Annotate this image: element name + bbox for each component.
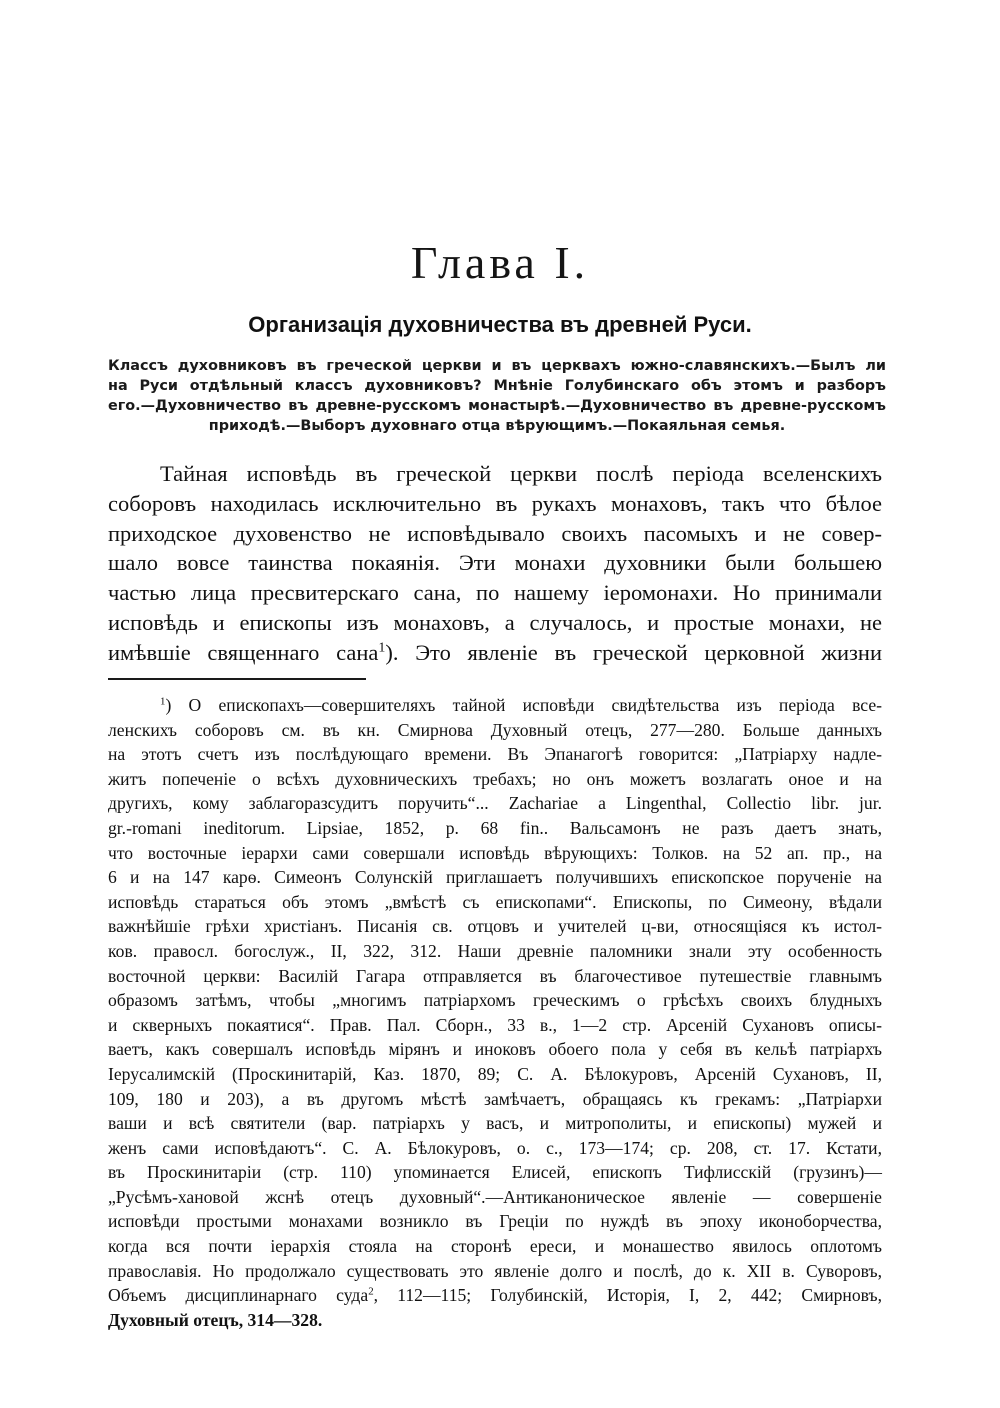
footnote-text-fragment: Объемъ дисциплинарнаго суда <box>108 1285 369 1306</box>
summary-line: его.—Духовничество въ древне-русскомъ монастырѣ.—Духовничество въ древне-русскомъ <box>108 398 886 414</box>
footnote-line: что восточные іерархи сами совершали исповѣдь вѣрующихъ: Толков. на 52 ап. пр., на <box>108 842 882 863</box>
summary-line: Классъ духовниковъ въ греческой церкви и въ церквахъ южно-славянскихъ.—Былъ ли <box>108 358 886 374</box>
chapter-heading: Организація духовничества въ древней Руси. <box>248 312 752 337</box>
body-line: частью лица пресвитерскаго сана, по нашему іеромонахи. Но принимали <box>108 580 882 606</box>
chapter-title: Глава I. <box>410 237 590 288</box>
body-line: Тайная исповѣдь въ греческой церкви послѣ періода вселенскихъ <box>160 461 882 486</box>
summary-line: на Руси отдѣльный классъ духовниковъ? Мнѣніе Голубинскаго объ этомъ и разборъ <box>108 378 886 394</box>
footnote-text-fragment: ) О епископахъ—совершителяхъ тайной исповѣди свидѣтельства изъ періода все- <box>165 695 882 715</box>
footnote-line: когда вся почти іерархія стояла на сторонѣ ереси, и монашество явилось оплотомъ <box>108 1236 882 1257</box>
body-line: шало вовсе таинства покаянія. Эти монахи духовники были большею <box>108 550 882 576</box>
footnote-line: въ Проскинитаріи (стр. 110) упоминается Елисей, епископъ Тифлисскій (грузинъ)— <box>108 1162 882 1183</box>
footnote-line: Духовный отецъ, 314—328. <box>108 1309 323 1330</box>
footnote-text-fragment: , 112—115; Голубинскій, Исторія, I, 2, 442; Смирновъ, <box>373 1285 882 1306</box>
edition-superscript: 2 <box>368 1285 374 1298</box>
footnote-line: исповѣдь стараться объ этомъ „вмѣстѣ съ епископами“. Епископы, по Симеону, вѣдали <box>108 891 882 912</box>
footnote-line: и скверныхъ покаятися“. Прав. Пал. Сборн., 33 в., 1—2 стр. Арсеній Сухановъ описы- <box>108 1014 882 1035</box>
body-line <box>108 638 882 668</box>
body-line: соборовъ находилась исключительно въ рукахъ монаховъ, такъ что бѣлое <box>108 490 882 516</box>
footnote-line: 6 и на 147 карѳ. Симеонъ Солунскій приглашаетъ получившихъ епископское порученіе на <box>108 867 882 888</box>
footnote-line: gr.-romani ineditorum. Lipsiae, 1852, p. 68 fin.. Вальсамонъ не разъ даетъ знать, <box>108 817 882 838</box>
footnote-line <box>108 693 882 718</box>
footnote-line: ваши и всѣ святители (вар. патріархъ у васъ, и митрополиты, и епископы) мужей и <box>108 1113 882 1134</box>
footnote-line: другихъ, кому заблагоразсудитъ поручить“... Zachariae a Lingenthal, Collectio libr. jur. <box>108 793 882 814</box>
body-text-fragment: ). Это явленіе въ греческой церковной жизни <box>385 639 882 665</box>
footnote-divider <box>108 678 366 680</box>
body-paragraph <box>108 459 882 668</box>
body-line: исповѣдь и епископы изъ монаховъ, а случалось, и простые монахи, не <box>108 609 882 635</box>
body-line: приходское духовенство не исповѣдывало своихъ пасомыхъ и не совер- <box>108 520 882 546</box>
footnote-reference: 1 <box>378 640 386 656</box>
footnote-line: ленскихъ соборовъ см. въ кн. Смирнова Духовный отецъ, 277—280. Больше данныхъ <box>108 719 882 740</box>
footnote-line: житъ попеченіе о всѣхъ духовническихъ требахъ; но онъ можетъ возлагать оное и на <box>108 768 882 789</box>
footnote-line: исповѣди простыми монахами возникло въ Греціи по нуждѣ въ эпоху иконоборчества, <box>108 1211 882 1232</box>
footnote-line: восточной церкви: Василій Гагара отправляется въ благочестивое путешествіе главнымъ <box>108 965 882 986</box>
footnote-line <box>108 1283 882 1308</box>
summary-line: приходѣ.—Выборъ духовнаго отца вѣрующимъ.—Покаяльная семья. <box>208 418 786 434</box>
footnote <box>108 693 882 1332</box>
footnote-line: важнѣйшіе грѣхи христіанъ. Писанія св. отцовъ и учителей ц-ви, относящіяся къ истол- <box>108 916 882 937</box>
chapter-summary <box>108 356 886 436</box>
footnote-line: на этотъ счетъ изъ послѣдующаго времени. Въ Эпанагогѣ говорится: „Патріарху надле- <box>108 744 882 765</box>
footnote-line: 109, 180 и 203), а въ другомъ мѣстѣ замѣчаетъ, обращаясь къ грекамъ: „Патріархи <box>108 1088 882 1109</box>
footnote-line: православія. Но продолжало существовать это явленіе долго и послѣ, до к. XII в. Суворовъ, <box>108 1260 882 1281</box>
footnote-line: образомъ затѣмъ, чтобы „многимъ патріархомъ греческимъ о грѣсѣхъ своихъ блудныхъ <box>108 990 882 1011</box>
footnote-marker: 1 <box>160 695 166 708</box>
footnote-line: ваетъ, какъ совершалъ исповѣдь мірянъ и иноковъ обоего пола у себя въ кельѣ патріархъ <box>108 1039 882 1060</box>
footnote-line: ков. правосл. богослуж., II, 322, 312. Наши древніе паломники знали эту особенность <box>108 940 882 961</box>
footnote-line: Іерусалимскій (Проскинитарій, Каз. 1870, 89; С. А. Бѣлокуровъ, Арсеній Сухановъ, II, <box>108 1063 882 1084</box>
footnote-line: женъ сами исповѣдаютъ“. С. А. Бѣлокуровъ, о. с., 173—174; ср. 208, ст. 17. Кстати, <box>108 1137 882 1158</box>
footnote-line: „Русѣмъ-хановой жснѣ отецъ духовный“.—Антиканоническое явленіе — совершеніе <box>108 1186 882 1207</box>
body-text-fragment: имѣвшіе священнаго сана <box>108 639 379 665</box>
